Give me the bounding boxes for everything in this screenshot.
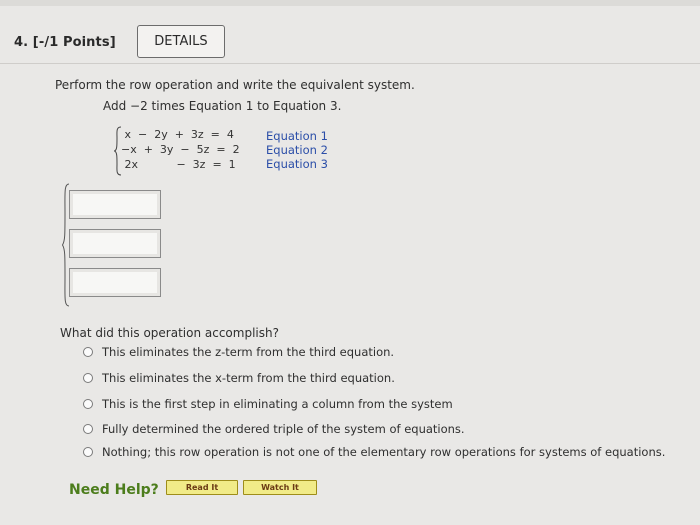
equation-2-label: Equation 2 — [266, 143, 328, 157]
choice-5-label: Nothing; this row operation is not one of the elementary row operations for systems of equations. — [102, 445, 666, 459]
question-number: 4. [-/1 Points] — [14, 35, 116, 50]
read-it-button[interactable]: Read It — [166, 480, 238, 495]
answer-field-2[interactable] — [69, 229, 161, 258]
choice-1[interactable] — [83, 345, 394, 359]
choice-1-label: This eliminates the z-term from the third equation. — [102, 345, 395, 359]
equation-1: x − 2y + 3z = 4 — [121, 128, 234, 141]
radio-icon[interactable] — [83, 424, 93, 434]
choice-4[interactable] — [83, 422, 465, 436]
mc-question: What did this operation accomplish? — [60, 326, 279, 340]
details-button[interactable]: DETAILS — [137, 25, 225, 58]
answer-field-1[interactable] — [69, 190, 161, 219]
choice-3[interactable] — [83, 397, 453, 411]
answer-field-3[interactable] — [69, 268, 161, 297]
need-help-label: Need Help? — [69, 482, 159, 498]
instruction-text: Perform the row operation and write the equivalent system. — [55, 78, 415, 92]
choice-5[interactable] — [83, 445, 665, 459]
equation-system — [114, 126, 354, 176]
choice-2[interactable] — [83, 371, 395, 385]
operation-text: Add −2 times Equation 1 to Equation 3. — [103, 99, 342, 113]
separator — [0, 63, 700, 64]
radio-icon[interactable] — [83, 373, 93, 383]
equation-3: 2x − 3z = 1 — [121, 158, 236, 171]
choice-4-label: Fully determined the ordered triple of the system of equations. — [102, 422, 465, 436]
radio-icon[interactable] — [83, 347, 93, 357]
equation-3-label: Equation 3 — [266, 157, 328, 171]
top-border — [0, 0, 700, 6]
radio-icon[interactable] — [83, 399, 93, 409]
radio-icon[interactable] — [83, 447, 93, 457]
equation-2: −x + 3y − 5z = 2 — [121, 143, 240, 156]
equation-1-label: Equation 1 — [266, 129, 328, 143]
choice-3-label: This is the first step in eliminating a column from the system — [102, 397, 453, 411]
choice-2-label: This eliminates the x-term from the third equation. — [102, 371, 395, 385]
watch-it-button[interactable]: Watch It — [243, 480, 317, 495]
